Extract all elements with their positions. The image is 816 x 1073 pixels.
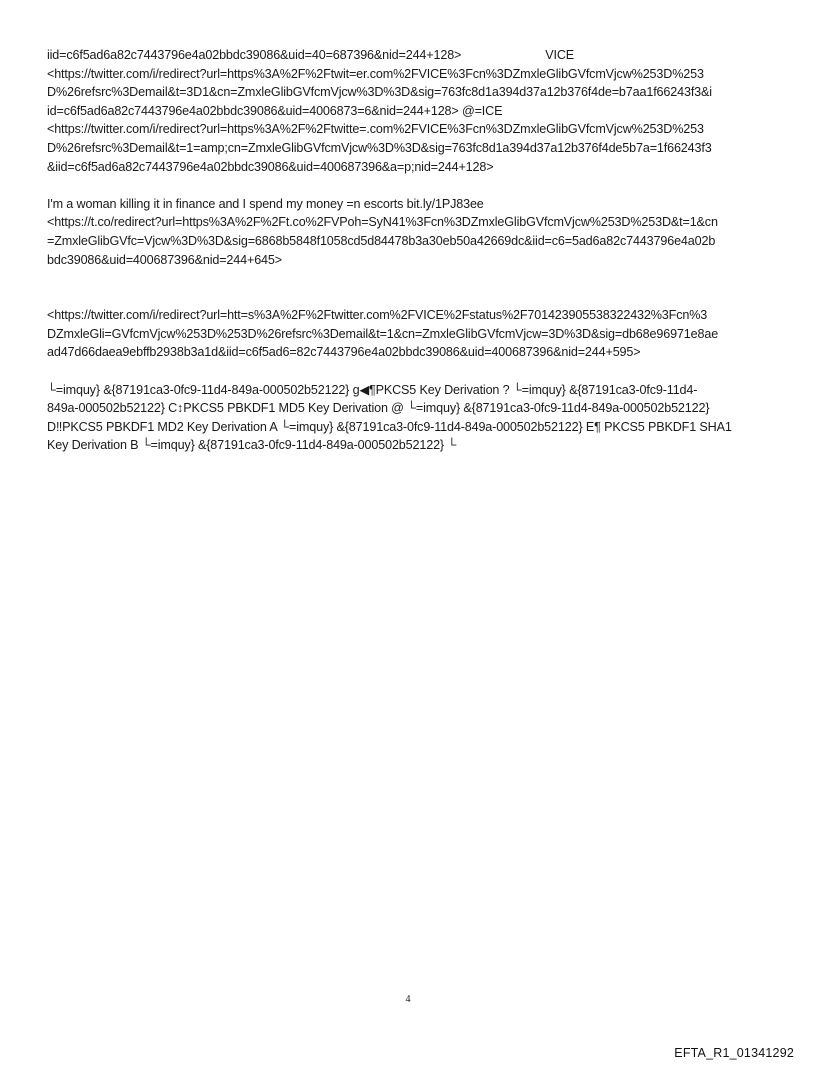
handle-text: VICE: [545, 48, 575, 62]
text-line: <https://t.co/redirect?url=https%3A%2F%2Ft.co%2FVPoh=SyN41%3Fcn%3DZmxleGlibGVfcmVjcw%253D%253D&t=1&cn: [47, 215, 718, 230]
text-line: 849a-000502b52122} C↕PKCS5 PBKDF1 MD5 Key Derivation @ └=imquy} &{87191ca3-0fc9-11d4-849a-000502b52122}: [47, 401, 710, 416]
text-line: <https://twitter.com/i/redirect?url=https%3A%2F%2Ftwit=er.com%2FVICE%3Fcn%3DZmxleGlibGVfcmVjcw%253D%253: [47, 66, 704, 81]
paragraph-gap: [47, 269, 775, 306]
text-line: D‼PKCS5 PBKDF1 MD2 Key Derivation A └=imquy} &{87191ca3-0fc9-11d4-849a-000502b52122} E¶ PKCS5 PBKDF1 SHA1: [47, 419, 732, 434]
text-line: Key Derivation B └=imquy} &{87191ca3-0fc9-11d4-849a-000502b52122} └: [47, 438, 457, 453]
paragraph-gap: [47, 362, 775, 381]
redirect-links-block: [47, 46, 775, 176]
tweet-text-block: [47, 195, 775, 269]
text-line: id=c6f5ad6a82c7443796e4a02bbdc39086&uid=4006873=6&nid=244+128> @=ICE: [47, 103, 503, 118]
text-line: └=imquy} &{87191ca3-0fc9-11d4-849a-000502b52122} g◀¶PKCS5 Key Derivation ? └=imquy} &{87191ca3-0fc9-11d4-: [47, 382, 698, 397]
text-line: iid=c6f5ad6a82c7443796e4a02bbdc39086&uid=40=687396&nid=244+128> VICE: [47, 48, 575, 62]
page-number: 4: [405, 994, 411, 1005]
status-link-block: [47, 306, 775, 362]
document-body: [47, 46, 775, 455]
text-line: bdc39086&uid=400687396&nid=244+645>: [47, 252, 282, 267]
text-line: D%26refsrc%3Demail&t=3D1&cn=ZmxleGlibGVfcmVjcw%3D%3D&sig=763fc8d1a394d37a12b376f4de=b7aa1f66243f3&i: [47, 85, 712, 100]
key-derivation-block: [47, 381, 775, 455]
bates-number: EFTA_R1_01341292: [674, 1046, 794, 1060]
text-line: <https://twitter.com/i/redirect?url=htt=s%3A%2F%2Ftwitter.com%2FVICE%2Fstatus%2F701423905538322432%3Fcn%3: [47, 308, 708, 323]
text-line: =ZmxleGlibGVfc=Vjcw%3D%3D&sig=6868b5848f1058cd5d84478b3a30eb50a42669dc&iid=c6=5ad6a82c7443796e4a02b: [47, 233, 716, 248]
text-line: I'm a woman killing it in finance and I spend my money =n escorts bit.ly/1PJ83ee: [47, 196, 484, 211]
text-line: ad47d66daea9ebffb2938b3a1d&iid=c6f5ad6=82c7443796e4a02bbdc39086&uid=400687396&nid=244+595>: [47, 345, 641, 360]
text-line: &iid=c6f5ad6a82c7443796e4a02bbdc39086&uid=400687396&a=p;nid=244+128>: [47, 159, 494, 174]
text-line: DZmxleGli=GVfcmVjcw%253D%253D%26refsrc%3Demail&t=1&cn=ZmxleGlibGVfcmVjcw=3D%3D&sig=db68e96971e8ae: [47, 326, 719, 341]
paragraph-gap: [47, 176, 775, 195]
text-line: D%26refsrc%3Demail&t=1=amp;cn=ZmxleGlibGVfcmVjcw%3D%3D&sig=763fc8d1a394d37a12b376f4de5b7a=1f66243f3: [47, 140, 712, 155]
text-line: <https://twitter.com/i/redirect?url=https%3A%2F%2Ftwitte=.com%2FVICE%3Fcn%3DZmxleGlibGVfcmVjcw%253D%253: [47, 122, 704, 137]
